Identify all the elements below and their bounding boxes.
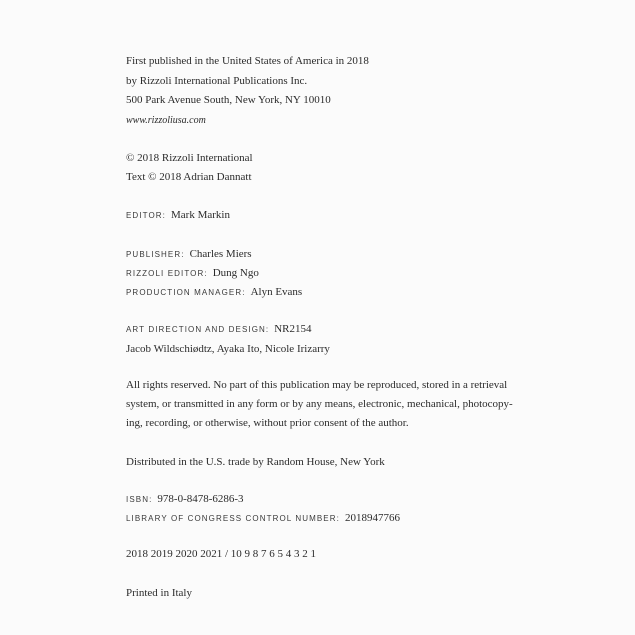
design-team-line: Jacob Wildschiødtz, Ayaka Ito, Nicole Irizarry: [126, 343, 330, 355]
loc-value: 2018947766: [344, 512, 400, 524]
design-label: ART DIRECTION AND DESIGN:: [126, 325, 270, 334]
rights-line-2: system, or transmitted in any form or by any means, electronic, mechanical, photocopy-: [126, 398, 513, 410]
publisher-website: www.rizzoliusa.com: [126, 115, 206, 126]
editor-credit: [126, 209, 230, 222]
publisher-label: PUBLISHER:: [126, 250, 185, 259]
publisher-name-line: by Rizzoli International Publications Inc.: [126, 75, 308, 87]
copyright-line: © 2018 Rizzoli International: [126, 152, 253, 164]
loc-line: [126, 512, 400, 525]
design-credit: [126, 323, 312, 336]
isbn-label: ISBN:: [126, 495, 153, 504]
rights-line-3: ing, recording, or otherwise, without prior consent of the author.: [126, 417, 409, 429]
editor-value: Mark Markin: [171, 209, 230, 221]
text-copyright-line: Text © 2018 Adrian Dannatt: [126, 171, 252, 183]
first-published-line: First published in the United States of America in 2018: [126, 55, 369, 67]
rizzoli-editor-label: RIZZOLI EDITOR:: [126, 269, 208, 278]
isbn-value: 978-0-8478-6286-3: [157, 493, 244, 505]
production-manager-credit: [126, 286, 302, 299]
printed-in-line: Printed in Italy: [126, 587, 192, 599]
loc-label: LIBRARY OF CONGRESS CONTROL NUMBER:: [126, 514, 340, 523]
isbn-line: [126, 493, 244, 506]
rights-line-1: All rights reserved. No part of this publication may be reproduced, stored in a retrieval: [126, 379, 508, 391]
publisher-address-line: 500 Park Avenue South, New York, NY 10010: [126, 94, 331, 106]
distribution-line: Distributed in the U.S. trade by Random House, New York: [126, 456, 385, 468]
production-manager-value: Alyn Evans: [250, 286, 303, 298]
production-manager-label: PRODUCTION MANAGER:: [126, 288, 246, 297]
rizzoli-editor-value: Dung Ngo: [212, 267, 259, 279]
publisher-value: Charles Miers: [189, 248, 252, 260]
printing-line: 2018 2019 2020 2021 / 10 9 8 7 6 5 4 3 2 1: [126, 548, 317, 560]
publisher-credit: [126, 248, 252, 261]
rizzoli-editor-credit: [126, 267, 259, 280]
editor-label: EDITOR:: [126, 211, 167, 220]
design-value: NR2154: [274, 323, 312, 335]
